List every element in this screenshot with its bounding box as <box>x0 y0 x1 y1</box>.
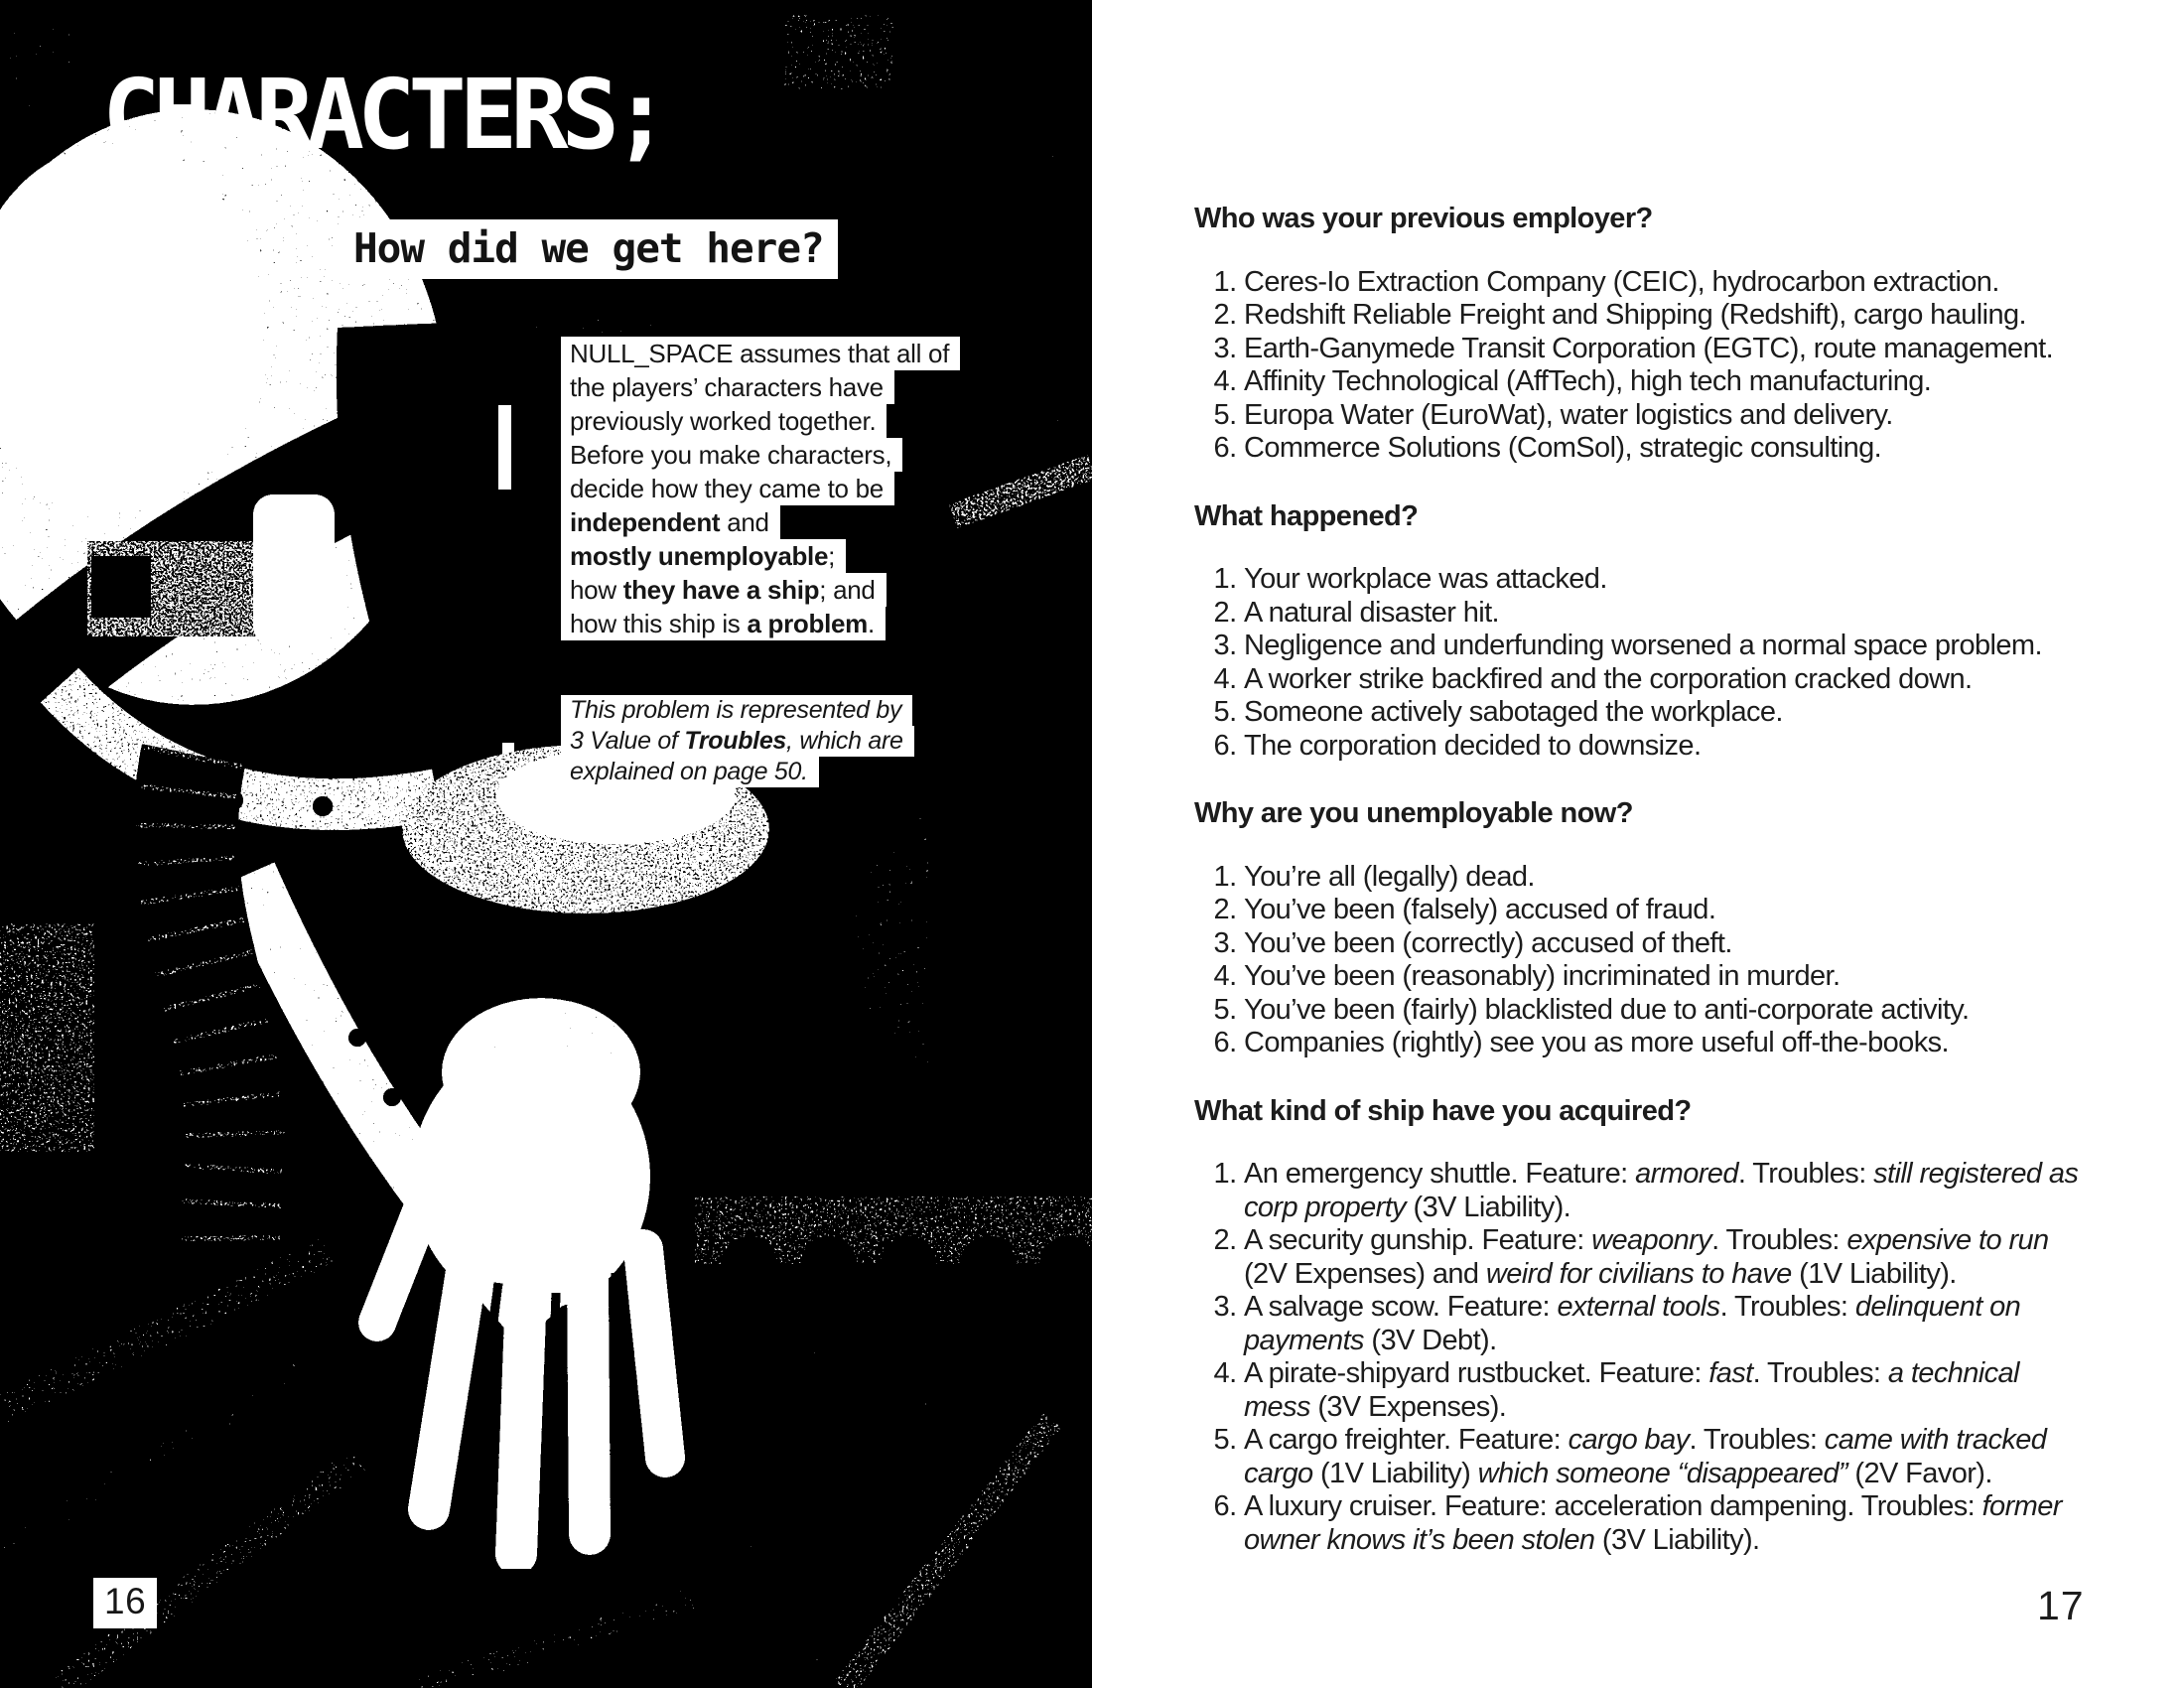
page-number-right: 17 <box>2037 1583 2085 1628</box>
text-segment: (3V Liability). <box>1406 1191 1571 1223</box>
list-item <box>1244 563 2108 597</box>
text-segment: expensive to run <box>1846 1224 2049 1256</box>
text-segment: . Troubles: <box>1752 1357 1888 1389</box>
section-heading: Why are you unemployable now? <box>1194 797 1633 829</box>
list-item <box>1244 663 2108 697</box>
text-segment: (2V Favor). <box>1846 1457 1992 1489</box>
text-segment: . Troubles: <box>1719 1291 1855 1323</box>
helmet-module <box>253 494 335 645</box>
text-segment: cargo <box>1244 1457 1313 1489</box>
intro-line <box>561 472 894 505</box>
list-item <box>1244 1158 2108 1224</box>
list-item <box>1244 861 2108 895</box>
sidebar-note <box>561 695 914 787</box>
text-segment: how <box>570 575 623 605</box>
list-item <box>1244 299 2108 333</box>
list-item <box>1244 365 2108 399</box>
intro-line <box>561 370 894 404</box>
text-segment: ; <box>828 541 836 571</box>
text-segment: Europa Water (EuroWat), water logistics and delivery. <box>1244 398 1893 431</box>
page-number-left: 16 <box>93 1578 157 1628</box>
text-segment: . <box>868 609 875 638</box>
list-item <box>1244 333 2108 366</box>
text-segment: cargo bay <box>1568 1424 1690 1456</box>
list-item <box>1244 1291 2108 1357</box>
intro-line <box>561 404 887 438</box>
list-item <box>1244 1490 2108 1557</box>
text-segment: Earth-Ganymede Transit Corporation (EGTC), route management. <box>1244 332 2054 364</box>
text-segment: A pirate-shipyard rustbucket. Feature: <box>1244 1357 1709 1389</box>
list-item <box>1244 927 2108 961</box>
text-segment: corp property <box>1244 1191 1407 1223</box>
text-segment: mess <box>1244 1390 1310 1423</box>
intro-line <box>561 607 886 640</box>
text-segment: A luxury cruiser. Feature: acceleration dampening. Troubles: <box>1244 1490 1982 1522</box>
text-segment: former <box>1981 1490 2062 1522</box>
text-segment: (2V Expenses) and <box>1244 1257 1486 1290</box>
intro-box <box>561 337 960 640</box>
list-item <box>1244 1357 2108 1424</box>
text-segment: The corporation decided to downsize. <box>1244 729 1702 762</box>
text-segment: (3V Liability). <box>1594 1523 1760 1556</box>
text-segment: Ceres-Io Extraction Company (CEIC), hydrocarbon extraction. <box>1244 265 1999 298</box>
text-segment: explained on page 50. <box>570 758 808 785</box>
text-segment: mostly unemployable <box>570 541 829 571</box>
intro-line <box>561 438 902 472</box>
text-segment: 3 Value of <box>570 727 685 755</box>
text-segment: This problem is represented by <box>570 696 902 724</box>
text-segment: You’ve been (reasonably) incriminated in murder. <box>1244 960 1841 992</box>
text-segment: previously worked together. <box>570 406 877 436</box>
list-item <box>1244 1027 2108 1060</box>
text-segment: You’re all (legally) dead. <box>1244 860 1535 893</box>
list-item <box>1244 266 2108 300</box>
text-segment: delinquent on <box>1854 1291 2021 1323</box>
text-segment: external tools <box>1557 1291 1720 1323</box>
text-segment: Commerce Solutions (ComSol), strategic consulting. <box>1244 432 1882 464</box>
text-segment: how this ship is <box>570 609 748 638</box>
text-segment: . Troubles: <box>1737 1158 1874 1190</box>
list-item <box>1244 597 2108 631</box>
options-list <box>1194 563 2108 763</box>
text-segment: A salvage scow. Feature: <box>1244 1291 1558 1323</box>
text-segment: a technical <box>1887 1357 2019 1389</box>
text-segment: (1V Liability) <box>1312 1457 1478 1489</box>
intro-line <box>561 337 960 370</box>
list-item <box>1244 696 2108 730</box>
text-segment: owner knows it’s been stolen <box>1244 1523 1595 1556</box>
list-item <box>1244 960 2108 994</box>
list-item <box>1244 1424 2108 1490</box>
list-item <box>1244 1224 2108 1291</box>
list-item <box>1244 432 2108 466</box>
options-list <box>1194 266 2108 466</box>
note-line <box>561 726 914 757</box>
section-heading: Who was your previous employer? <box>1194 203 1653 234</box>
list-item <box>1244 894 2108 927</box>
section-heading: What kind of ship have you acquired? <box>1194 1094 1692 1127</box>
text-segment: independent <box>570 507 721 537</box>
options-list <box>1194 861 2108 1060</box>
text-segment: Negligence and underfunding worsened a normal space problem. <box>1244 630 2042 661</box>
text-segment: ; and <box>819 575 876 605</box>
text-segment: Redshift Reliable Freight and Shipping (Redshift), cargo hauling. <box>1244 299 2026 331</box>
text-segment: , which are <box>786 727 903 755</box>
text-segment: You’ve been (correctly) accused of theft. <box>1244 926 1732 959</box>
note-line <box>561 757 819 787</box>
text-segment: weaponry <box>1591 1224 1712 1256</box>
text-segment: and <box>720 507 769 537</box>
text-segment: . Troubles: <box>1711 1224 1847 1256</box>
list-item <box>1244 994 2108 1028</box>
text-segment: . Troubles: <box>1689 1424 1825 1456</box>
text-segment: a problem <box>747 609 868 638</box>
text-segment: decide how they came to be <box>570 474 884 503</box>
text-segment: NULL_SPACE assumes that all of <box>570 339 950 368</box>
text-segment: Before you make characters, <box>570 440 892 470</box>
text-segment: the players’ characters have <box>570 372 884 402</box>
text-segment: came with tracked <box>1824 1424 2047 1456</box>
page-title: CHARACTERS; <box>102 59 664 171</box>
right-page <box>1092 0 2184 1688</box>
text-segment: payments <box>1244 1324 1364 1356</box>
intro-line <box>561 539 846 573</box>
text-segment: still registered as <box>1873 1158 2079 1190</box>
text-segment: A worker strike backfired and the corporation cracked down. <box>1244 662 1973 695</box>
questions-column <box>1194 203 2108 1557</box>
text-segment: (3V Expenses). <box>1309 1390 1507 1423</box>
text-segment: which someone “disappeared” <box>1477 1457 1847 1489</box>
note-line <box>561 695 912 726</box>
options-list <box>1194 1158 2108 1557</box>
text-segment: they have a ship <box>622 575 820 605</box>
section-heading: What happened? <box>1194 499 1419 532</box>
text-segment: A natural disaster hit. <box>1244 596 1500 629</box>
text-segment: A cargo freighter. Feature: <box>1244 1424 1569 1456</box>
text-segment: fast <box>1708 1357 1753 1389</box>
list-item <box>1244 399 2108 433</box>
intro-line <box>561 505 780 539</box>
text-segment: Someone actively sabotaged the workplace. <box>1244 696 1783 728</box>
list-item <box>1244 730 2108 764</box>
text-segment: Companies (rightly) see you as more useful off-the-books. <box>1244 1027 1949 1058</box>
page-subtitle: How did we get here? <box>341 219 838 279</box>
text-segment: armored <box>1635 1158 1738 1190</box>
text-segment: An emergency shuttle. Feature: <box>1244 1158 1636 1190</box>
text-segment: A security gunship. Feature: <box>1244 1224 1592 1256</box>
text-segment: Your workplace was attacked. <box>1244 563 1607 595</box>
text-segment: Troubles <box>684 727 787 755</box>
text-segment: You’ve been (falsely) accused of fraud. <box>1244 894 1716 925</box>
intro-line <box>561 573 887 607</box>
text-segment: weird for civilians to have <box>1485 1257 1792 1290</box>
text-segment: Affinity Technological (AffTech), high tech manufacturing. <box>1244 365 1932 397</box>
text-segment: (3V Debt). <box>1363 1324 1497 1356</box>
text-segment: (1V Liability). <box>1791 1257 1957 1290</box>
list-item <box>1244 630 2108 663</box>
text-segment: You’ve been (fairly) blacklisted due to anti-corporate activity. <box>1244 993 1970 1026</box>
